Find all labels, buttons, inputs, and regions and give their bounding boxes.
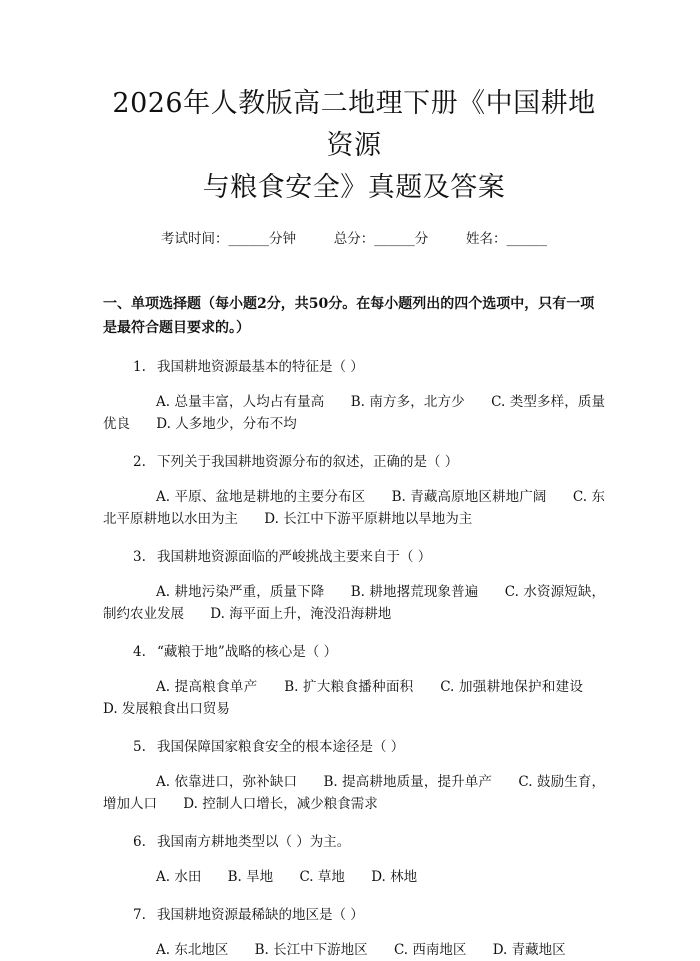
exam-title-line-2: 与粮食安全》真题及答案 <box>202 172 506 203</box>
exam-name-label: 姓名：______ <box>466 231 547 247</box>
option-c: C. 水资源短缺，制约农业发展 <box>103 584 605 622</box>
option-b: B. 耕地撂荒现象普遍 <box>350 584 479 600</box>
option-b: B. 长江中下游地区 <box>254 942 368 958</box>
exam-title <box>103 83 605 209</box>
question-stem: “藏粮于地”战略的核心是（ ） <box>157 644 338 660</box>
option-a: A. 水田 <box>156 869 202 885</box>
question-number: 1. <box>133 359 146 375</box>
question-stem: 我国耕地资源面临的严峻挑战主要来自于（ ） <box>157 549 432 565</box>
option-b: B. 提高耕地质量，提升单产 <box>323 774 492 790</box>
option-a: A. 耕地污染严重，质量下降 <box>156 584 325 600</box>
question-6-options <box>103 866 605 888</box>
question-7 <box>103 904 605 926</box>
option-b: B. 青藏高原地区耕地广阔 <box>391 489 547 505</box>
question-2-options <box>103 486 605 530</box>
question-stem: 下列关于我国耕地资源分布的叙述，正确的是（ ） <box>157 454 459 470</box>
option-a: A. 依靠进口，弥补缺口 <box>156 774 298 790</box>
option-d: D. 青藏地区 <box>492 942 566 958</box>
option-d: D. 人多地少，分布不均 <box>156 416 297 432</box>
question-3-options <box>103 581 605 625</box>
exam-time-label: 考试时间：______分钟 <box>161 231 296 247</box>
question-number: 2. <box>133 454 146 470</box>
option-a: A. 总量丰富，人均占有量高 <box>156 394 325 410</box>
question-5-options <box>103 771 605 815</box>
option-d: D. 长江中下游平原耕地以旱地为主 <box>264 511 473 527</box>
option-d: D. 控制人口增长，减少粮食需求 <box>183 796 378 812</box>
question-number: 5. <box>133 739 146 755</box>
option-b: B. 旱地 <box>227 869 274 885</box>
question-4 <box>103 641 605 663</box>
exam-title-line-1: 2026年人教版高二地理下册《中国耕地资源 <box>112 88 596 161</box>
option-c: C. 加强耕地保护和建设 <box>440 679 584 695</box>
question-number: 3. <box>133 549 146 565</box>
question-4-options <box>103 676 605 720</box>
exam-score-label: 总分：______分 <box>333 231 429 247</box>
question-5 <box>103 736 605 758</box>
option-a: A. 平原、盆地是耕地的主要分布区 <box>156 489 366 505</box>
question-stem: 我国保障国家粮食安全的根本途径是（ ） <box>157 739 405 755</box>
question-6 <box>103 831 605 853</box>
question-number: 7. <box>133 907 146 923</box>
option-c: C. 西南地区 <box>393 942 467 958</box>
exam-meta <box>103 229 605 249</box>
question-1 <box>103 356 605 378</box>
question-1-options <box>103 391 605 435</box>
section-heading: 一、单项选择题（每小题2分，共50分。在每小题列出的四个选项中，只有一项是最符合题目要求的。） <box>103 296 595 336</box>
option-a: A. 提高粮食单产 <box>156 679 258 695</box>
question-stem: 我国耕地资源最稀缺的地区是（ ） <box>157 907 364 923</box>
question-7-options <box>103 939 605 961</box>
option-c: C. 鼓励生育，增加人口 <box>103 774 605 812</box>
option-d: D. 发展粮食出口贸易 <box>103 701 230 717</box>
option-c: C. 类型多样，质量优良 <box>103 394 605 432</box>
option-d: D. 林地 <box>371 869 418 885</box>
question-number: 6. <box>133 834 146 850</box>
question-3 <box>103 546 605 568</box>
question-stem: 我国耕地资源最基本的特征是（ ） <box>157 359 364 375</box>
option-a: A. 东北地区 <box>156 942 229 958</box>
question-list <box>103 356 605 961</box>
option-c: C. 草地 <box>299 869 345 885</box>
question-2 <box>103 451 605 473</box>
option-b: B. 扩大粮食播种面积 <box>284 679 414 695</box>
option-b: B. 南方多，北方少 <box>350 394 465 410</box>
option-d: D. 海平面上升，淹没沿海耕地 <box>210 606 392 622</box>
question-number: 4. <box>133 644 146 660</box>
question-stem: 我国南方耕地类型以（ ）为主。 <box>157 834 351 850</box>
option-c: C. 东北平原耕地以水田为主 <box>103 489 605 527</box>
